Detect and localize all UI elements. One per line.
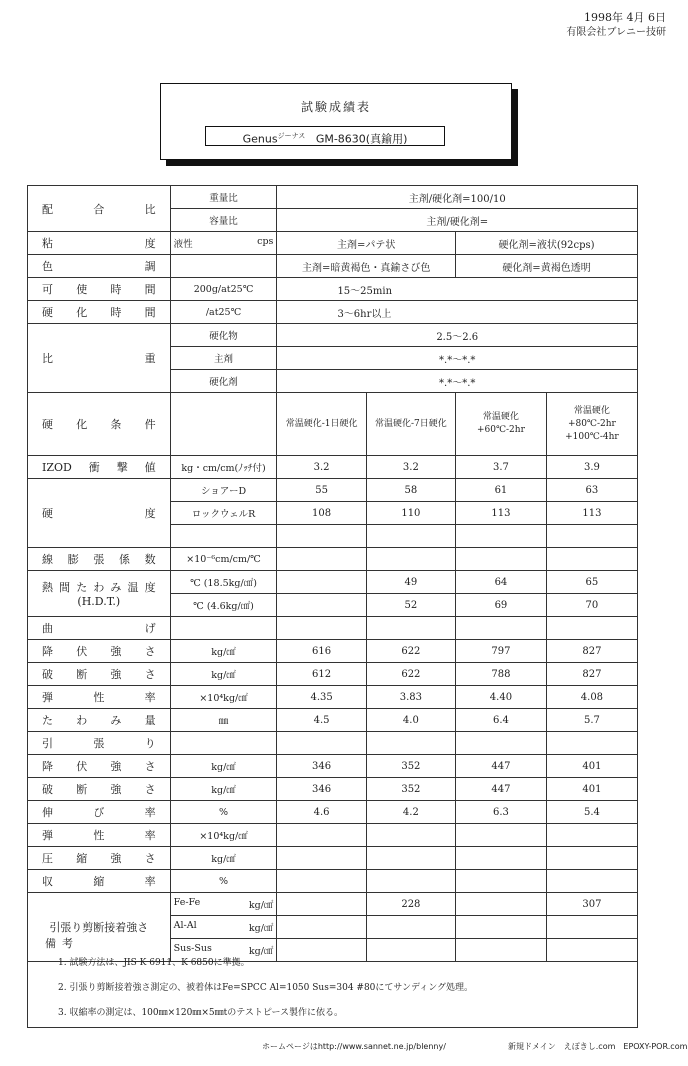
- cure-condition-col-1: 常温硬化-1日硬化: [277, 393, 366, 456]
- hardness-rockwell-unit: ロックウェルR: [170, 502, 277, 525]
- viscosity-hardener: 硬化剤=液状(92cps): [456, 232, 638, 255]
- table-cell: 52: [366, 594, 455, 617]
- hardness-label: 硬度: [28, 479, 171, 548]
- bending-break-label: 破断強さ: [28, 663, 171, 686]
- table-cell: 3.7: [456, 456, 547, 479]
- table-row: たわみ量 ㎜ 4.5 4.0 6.4 5.7: [28, 709, 638, 732]
- table-row: [28, 617, 638, 640]
- compression-unit: kg/㎠: [170, 847, 277, 870]
- expansion-unit: ×10⁻⁶cm/cm/℃: [170, 548, 277, 571]
- table-row: [28, 186, 638, 209]
- volume-ratio-value: 主剤/硬化剤=: [277, 209, 638, 232]
- table-cell: 3.2: [366, 456, 455, 479]
- table-row: [28, 278, 638, 301]
- hdt-unit-1: ℃ (18.5kg/㎠): [170, 571, 277, 594]
- table-row: [28, 456, 638, 479]
- hdt-label-cell: [28, 571, 171, 617]
- table-cell: 113: [546, 502, 637, 525]
- weight-ratio-label: 重量比: [170, 186, 277, 209]
- table-cell: [277, 571, 366, 594]
- tensile-label: 引張り: [28, 732, 171, 755]
- hardness-shore-unit: ショアーD: [170, 479, 277, 502]
- product-name-box: [205, 126, 445, 146]
- shrinkage-label: 収縮率: [28, 870, 171, 893]
- notes-heading: 備考: [45, 937, 79, 950]
- compression-label: 圧縮強さ: [28, 847, 171, 870]
- table-row: 伸び率 % 4.6 4.2 6.3 5.4: [28, 801, 638, 824]
- table-cell: 113: [456, 502, 547, 525]
- table-row: 引張り剪断接着強さ Fe-Fe kg/㎠ 228 307: [28, 893, 638, 916]
- table-cell: 55: [277, 479, 366, 502]
- table-cell: 3.2: [277, 456, 366, 479]
- bending-modulus-label: 弾性率: [28, 686, 171, 709]
- table-row: [28, 232, 638, 255]
- sg-cured-value: 2.5～2.6: [277, 324, 638, 347]
- color-main: 主剤=暗黄褐色・真鍮さび色: [277, 255, 456, 278]
- shear-fe-unit: Fe-Fe kg/㎠: [170, 893, 277, 916]
- table-cell: 108: [277, 502, 366, 525]
- document-date: 1998年 4月 6日: [584, 11, 666, 24]
- document-header: [566, 10, 666, 40]
- table-cell: 64: [456, 571, 547, 594]
- table-row: [28, 847, 638, 870]
- mix-ratio-label: 配合比: [28, 186, 171, 232]
- table-cell: [277, 594, 366, 617]
- color-label: 色調: [28, 255, 171, 278]
- table-row: [28, 479, 638, 502]
- homepage-link[interactable]: ホームページはhttp://www.sannet.ne.jp/blenny/: [262, 1042, 446, 1051]
- cure-conditions-label: 硬化条件: [28, 393, 171, 456]
- hdt-unit-2: ℃ (4.6kg/㎠): [170, 594, 277, 617]
- pot-life-unit: 200g/at25℃: [170, 278, 277, 301]
- table-row: [28, 732, 638, 755]
- cure-condition-col-3: 常温硬化 +60℃-2hr: [456, 393, 547, 456]
- cure-time-value: 3～6hr以上: [277, 301, 638, 324]
- shrinkage-unit: %: [170, 870, 277, 893]
- cure-condition-col-4: 常温硬化 +80℃-2hr +100℃-4hr: [546, 393, 637, 456]
- specific-gravity-label: 比重: [28, 324, 171, 393]
- table-row: [28, 571, 638, 594]
- table-row: [28, 255, 638, 278]
- tensile-modulus-label: 弾性率: [28, 824, 171, 847]
- table-cell: 63: [546, 479, 637, 502]
- hdt-sub-label: (H.D.T.): [77, 595, 121, 608]
- tensile-break-label: 破断強さ: [28, 778, 171, 801]
- table-row: [28, 548, 638, 571]
- shear-al-unit: Al-Al kg/㎠: [170, 916, 277, 939]
- company-name: 有限会社ブレニー技研: [566, 27, 666, 38]
- note-item: 1. 試験方法は、JIS K 6911、K 6850に準拠。: [58, 958, 250, 968]
- table-row: 弾性率 ×10⁴kg/㎠ 4.35 3.83 4.40 4.08: [28, 686, 638, 709]
- sg-main-value: *.*～*.*: [277, 347, 638, 370]
- cure-condition-col-2: 常温硬化-7日硬化: [366, 393, 455, 456]
- volume-ratio-label: 容量比: [170, 209, 277, 232]
- table-row: [28, 324, 638, 347]
- pot-life-label: 可使時間: [28, 278, 171, 301]
- bending-label: 曲げ: [28, 617, 171, 640]
- table-row: 破断強さ kg/㎠ 346 352 447 401: [28, 778, 638, 801]
- sg-hardener-name: 硬化剤: [170, 370, 277, 393]
- tensile-yield-label: 降伏強さ: [28, 755, 171, 778]
- table-row: 弾性率 ×10⁴kg/㎠: [28, 824, 638, 847]
- domain-text: 新規ドメイン えぽきし.com EPOXY-POR.com: [508, 1042, 688, 1051]
- document-title: 試験成績表: [300, 100, 371, 114]
- pot-life-value: 15～25min: [277, 278, 638, 301]
- shear-sus-unit: Sus-Sus kg/㎠: [170, 939, 277, 962]
- table-cell: 110: [366, 502, 455, 525]
- note-item: 3. 収縮率の測定は、100㎜×120㎜×5㎜tのテストピース製作に依る。: [58, 1008, 344, 1018]
- table-cell: 65: [546, 571, 637, 594]
- table-cell: 58: [366, 479, 455, 502]
- product-brand-kana: ジーナス: [277, 132, 306, 140]
- table-row: [28, 870, 638, 893]
- table-row: 降伏強さ kg/㎠ 346 352 447 401: [28, 755, 638, 778]
- note-item: 2. 引張り剪断接着強さ測定の、被着体はFe=SPCC Al=1050 Sus=304 #80にてサンディング処理。: [58, 983, 474, 993]
- shear-label: 引張り剪断接着強さ: [28, 893, 171, 962]
- expansion-label: 線膨張係数: [28, 548, 171, 571]
- product-brand: Genus: [242, 132, 278, 146]
- weight-ratio-value: 主剤/硬化剤=100/10: [277, 186, 638, 209]
- table-cell: 69: [456, 594, 547, 617]
- product-model: GM-8630(真鍮用): [315, 132, 408, 146]
- test-results-table: [27, 185, 638, 962]
- viscosity-unit: 液性 cps: [170, 232, 277, 255]
- table-cell: 49: [366, 571, 455, 594]
- sg-cured-name: 硬化物: [170, 324, 277, 347]
- sg-hardener-value: *.*～*.*: [277, 370, 638, 393]
- table-row: 破断強さ kg/㎠ 612 622 788 827: [28, 663, 638, 686]
- izod-unit: kg・cm/cm(ﾉｯﾁ付): [170, 456, 277, 479]
- tensile-elongation-label: 伸び率: [28, 801, 171, 824]
- hdt-label: 熱間たわみ温度: [42, 581, 156, 594]
- cure-time-unit: /at25℃: [170, 301, 277, 324]
- izod-label: IZOD衝撃値: [28, 456, 171, 479]
- viscosity-main: 主剤=パテ状: [277, 232, 456, 255]
- viscosity-label: 粘度: [28, 232, 171, 255]
- color-hardener: 硬化剤=黄褐色透明: [456, 255, 638, 278]
- title-box: [160, 83, 512, 160]
- table-row: [28, 301, 638, 324]
- table-cell: 3.9: [546, 456, 637, 479]
- table-row: [28, 393, 638, 456]
- table-cell: 70: [546, 594, 637, 617]
- bending-deflection-label: たわみ量: [28, 709, 171, 732]
- notes-section: [27, 931, 638, 1028]
- table-cell: 61: [456, 479, 547, 502]
- cure-time-label: 硬化時間: [28, 301, 171, 324]
- sg-main-name: 主剤: [170, 347, 277, 370]
- table-row: 降伏強さ kg/㎠ 616 622 797 827: [28, 640, 638, 663]
- bending-yield-label: 降伏強さ: [28, 640, 171, 663]
